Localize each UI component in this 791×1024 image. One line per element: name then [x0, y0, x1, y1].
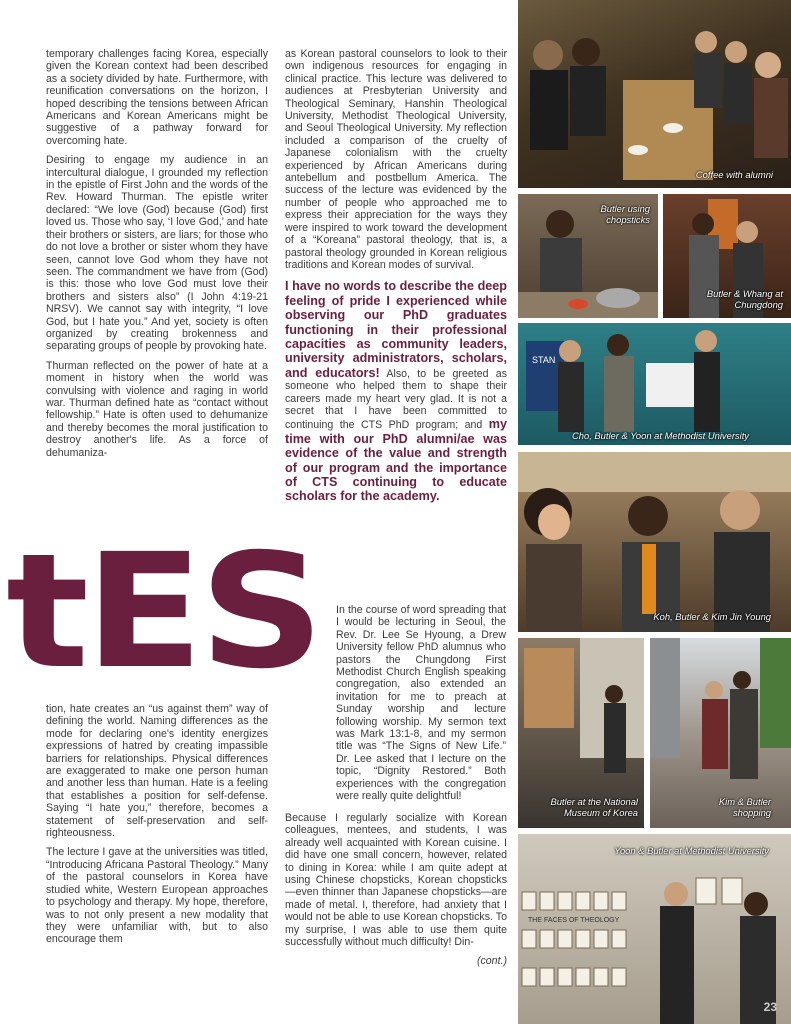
large-title-fragment [6, 548, 322, 670]
column-2-top [285, 48, 507, 511]
pull-quote-1: I have no words to describe the deep feeling of pride I experienced while observing our PhD graduates functioning in their professional capacities as community leaders, university administrators, scholars, and educators! [285, 279, 507, 380]
photo-caption: Koh, Butler & Kim Jin Young [653, 610, 771, 622]
paragraph: tion, hate creates an “us against them” way of defining the world. Naming differences as the mode for declaring one's identity energizes expressions of hatred by creating impassible barriers for relationships. Physical differences are exaggerated to make one person human and another less than human. Hate is a feeling that establishes a position for self-defense. Saying “I hate you,” therefore, becomes a statement of self-preservation and self-righteousness. [46, 703, 268, 840]
pull-quote-paragraph [285, 279, 507, 504]
pull-quote-2: my time with our PhD alumni/ae was evidence of the value and strength of our program and the importance of CTS continuing to educate scholars for the academy. [285, 417, 507, 504]
poster-text: STAN [532, 355, 556, 365]
continued-label: (cont.) [476, 955, 507, 968]
paragraph: Desiring to engage my audience in an intercultural dialogue, I grounded my reflection in the epistle of First John and the words of the Rev. Howard Thurman. The epistle writer declared: “We love (God) because (God) first loved us. Those who say, ‘I love God,’ and hate their brothers or sisters, are liars; for those who do not love a brother or sister whom they have seen, cannot love God whom they have not seen. The commandment we have from (God) is this: those who love God must love their brothers and sisters also” (I John 4:19-21 NRSV). We cannot say with integrity, “I love God, but I hate you.” And yet, society is often organized by creating brokenness and separating groups of people by provoking hate. [46, 154, 268, 353]
photo-butler-national-museum [518, 638, 644, 828]
wall-sign-text: THE FACES OF THEOLOGY [528, 917, 620, 924]
photo-coffee-with-alumni [518, 0, 791, 188]
photo-caption: Butler & Whang at Chungdong [706, 288, 783, 310]
column-1-top [46, 48, 268, 466]
column-2-end [285, 812, 507, 968]
column-2-bottom [336, 604, 506, 810]
photo-caption: Yoon & Butler at Methodist University [614, 845, 769, 856]
photo-butler-using-chopsticks [518, 194, 658, 318]
paragraph: In the course of word spreading that I would be lecturing in Seoul, the Rev. Dr. Lee Se Hyoung, a Drew University fellow PhD alumnus who pastors the Chungdong First Methodist Church English speaking congregation, also extended an invitation for me to preach at Sunday worship and lecture following worship. My sermon text was Mark 13:1-8, and my sermon title was “The Signs of New Life.” Dr. Lee asked that I lecture on the topic, “Dignity Restored.” Both experiences with the congregation were really quite delightful! [336, 604, 506, 803]
large-title-text: tES [6, 548, 320, 670]
column-1-bottom [46, 703, 268, 953]
photo-kim-butler-shopping [650, 638, 791, 828]
photo-caption: Butler using chopsticks [600, 203, 650, 225]
photo-cho-butler-yoon [518, 323, 791, 445]
photo-caption: Butler at the National Museum of Korea [550, 796, 638, 818]
paragraph: The lecture I gave at the universities was titled, “Introducing Africana Pastoral Theology.” Many of the pastoral counselors in Korea have studied white, Western European approaches to psychology and therapy. My hope, therefore, was to not only present a new modality that they were unfamiliar with, but to also encourage them [46, 846, 268, 946]
photo-yoon-butler-methodist [518, 834, 791, 1024]
photo-caption: Cho, Butler & Yoon at Methodist University [572, 429, 749, 441]
paragraph: as Korean pastoral counselors to look to their own indigenous resources for engaging in clinical practice. This lecture was delivered to audiences at Presbyterian University and Theological Seminary, Hanshin Theological University, Methodist Theological University, and Seoul Theological University. My reflection included a comparison of the cruelty of Japanese colonialism with the cruelty experienced by African Americans during antebellum and postbellum America. The success of the lecture was evidenced by the number of people who approached me to express their appreciation for the ways they were inspired to work toward the development of a “Koreana” pastoral theology, that is, a pastoral theology grounded in Korean religious traditions and Korean modes of survival. [285, 48, 507, 271]
paragraph: Because I regularly socialize with Korean colleagues, mentees, and students, I was already well acquainted with Korean cuisine. I did have one small concern, however, related to dining in Korea: while I am quite adept at using Chinese chopsticks, Korean chopsticks—even thinner than Japanese chopsticks—are made of metal. I, therefore, had anxiety that I would not be able to use Korean chopsticks. To my surprise, I was able to use them quite successfully without much difficulty! Din- [285, 812, 507, 949]
paragraph: temporary challenges facing Korea, especially given the Korean context had been described as a society divided by hate. Furthermore, with reunification conversations on the horizon, I hoped describing the tensions between African Americans and Korean Americans might be suggestive of a pathway forward for overcoming hate. [46, 48, 268, 147]
photo-koh-butler-kim [518, 452, 791, 632]
photo-butler-whang-chungdong [663, 194, 791, 318]
inline-text: Also, to be greeted as someone who helped them to shape their careers made my heart very glad. It is not a secret that I have been committed to continuing the CTS PhD program; and [285, 367, 507, 432]
photo-caption: Kim & Butler shopping [718, 796, 771, 818]
page-number: 23 [763, 1000, 777, 1014]
photo-caption: Coffee with alumni [695, 168, 773, 180]
paragraph: Thurman reflected on the power of hate at a moment in history when the world was convulsing with violence and raging in world war. Thurman defined hate as “contact without fellowship.” Hate is often used to dehumanize and thereby becomes the moral justification to destroy another's life. As a force of dehumaniza- [46, 359, 268, 459]
